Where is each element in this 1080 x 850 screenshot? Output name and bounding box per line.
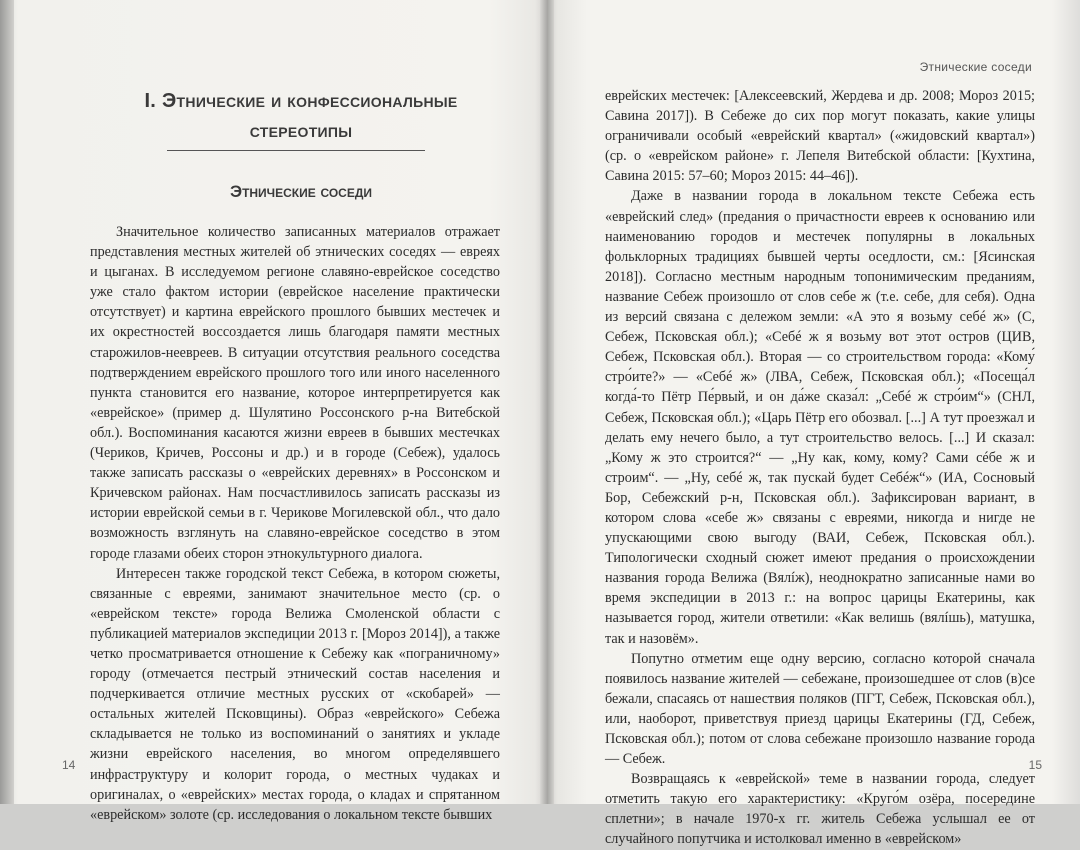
paragraph: Значительное количество записанных материалов отражает представления местных жителей об этнических соседях — евреях и цыганах. В исследуемом регионе славяно-еврейское соседство уже стало фактом истории (еврейское население практически отсутствует) и картина еврейского прошлого бывших местечек и их окрестностей воссоздается лишь благодаря памяти местных старожилов-неевреев. В ситуации отсутствия реального соседства подтверждением еврейского прошлого того или иного населенного пункта становится его название, которое интерпретируется как «еврейское» (пример д. Шулятино Россонского р-на Витебской обл.). Воспоминания касаются жизни евреев в бывших местечках (Чериков, Кричев, Россоны и др.) и в городе (Себеж), удалось также записать рассказы о «еврейских деревнях» в Россонском и Кричевском районах. Нам посчастливилось записать рассказы из истории еврейской семьи в г. Черикове Могилевской обл., что дало возможность взглянуть на славяно-еврейское соседство в этом городе глазами обеих сторон этнокультурного диалога. [90,224,500,562]
paragraph: еврейских местечек: [Алексеевский, Жердева и др. 2008; Мороз 2015; Савина 2017]). В Себеже до сих пор могут показать, какие улицы ограничивали особый «еврейский квартал» («жидовский квартал») (ср. о «еврейском районе» г. Лепеля Витебской области: [Кухтина, Савина 2015: 57–60; Мороз 2015: 44–46]). [605,88,1035,185]
left-body-text [90,222,500,825]
page-number: 14 [62,758,76,772]
right-page [547,0,1080,848]
title-divider [167,150,425,151]
section-title: Этнические соседи [229,182,373,201]
chapter-title-line1: I. Этнические и конфессиональные [144,90,458,112]
paragraph: Даже в названии города в локальном тексте Себежа есть «еврейский след» (предания о причастности евреев к основанию или наименованию городов и местечек популярны в локальных фольклорных традициях бывшей черты оседлости, см.: [Ясинская 2018]). Согласно местным народным топонимическим преданиям, название Себеж произошло от слов себе ж (т.е. себе, для себя). Одна из версий связана с дележом земли: «А это я возьму себé ж» (С, Себеж, Псковская обл.); «Себé ж я возьму вот этот остров (ЦИВ, Себеж, Псковская обл.). Вторая — со строительством города: «Кому́ стро́ите?» — «Себé ж» (ЛВА, Себеж, Псковская обл.); «Посеща́л когда́-то Пётр Пе́рвый, и он да́же сказа́л: „Себé ж стро́им“» (СНЛ, Себеж, Псковская обл.); «Царь Пётр его обозвал. [...] А тут проезжал и делать ему нечего было, а тут строительство велось. [...] И сказал: „Кому ж это строится?“ — „Ну как, кому, кому? Сами сéбе ж и строим“. — „Ну, себé ж, так пускай будет Себéж“» (ИА, Сосновый Бор, Себежский р-н, Псковская обл.). Зафиксирован вариант, в котором слова «себе ж» связаны с евреями, никогда и нигде не упускающими свою выгоду (ВАИ, Себеж, Псковская обл.). Типологически сходный сюжет имеют предания о происхождении названия города Велижа (Вялíж), неоднократно записанные нами во время экспедиции в 2013 г.: на вопрос царицы Екатерины, как называется город, жители ответили: «Как велишь (вялíшь), матушка, так и назовём». [605,188,1035,647]
paragraph: Попутно отметим еще одну версию, согласно которой сначала появилось название жителей — себежане, произошедшее от слов (в)се бежали, спасаясь от нашествия поляков (ПГТ, Себеж, Псковская обл.), или, наоборот, приветствуя приезд царицы Екатерины (ГД, Себеж, Псковская обл.); потом от слова себежане произошло название города — Себеж. [605,650,1035,768]
page-edge [0,0,14,804]
right-body-text [605,86,1035,850]
paragraph: Интересен также городской текст Себежа, в котором сюжеты, связанные с евреями, занимают значительное место (ср. о «еврейском тексте» города Велижа Смоленской области с публикацией материалов экспедиции 2013 г. [Мороз 2014]), а также четко просматривается отношение к Себежу как «пограничному» городу (отмечается пестрый этнический состав населения и подчеркивается отличие местных русских от «скобарей» — остальных жителей Псковщины). Образ «еврейского» Себежа складывается не только из воспоминаний о занятиях и укладе жизни еврейского населения, во многом определявшего инфраструктуру и колорит города, о местных чудаках и оригиналах, о «еврейских» местах города, о кладах и спрятанном «еврейском» золоте (ср. исследования о локальном тексте бывших [90,565,500,823]
chapter-title-line2: стереотипы [249,120,353,142]
running-head: Этнические соседи [919,60,1032,74]
book-gutter [540,0,554,804]
left-page [0,0,547,823]
chapter-title [96,86,506,146]
paragraph: Возвращаясь к «еврейской» теме в названии города, следует отметить такую его характеристику: «Круго́м озёра, посередине сплетни»; в начале 1970-х гг. житель Себежа услышал ее от случайного попутчика и истолковал именно в «еврейском» [605,771,1035,848]
page-number: 15 [1028,758,1042,772]
